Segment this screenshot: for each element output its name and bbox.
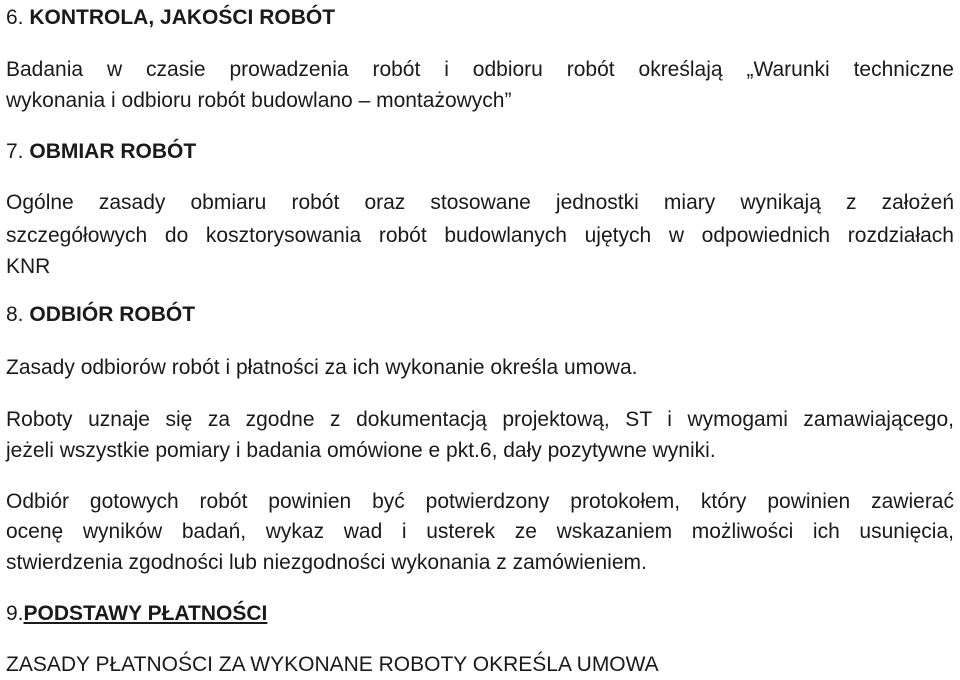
section-9-title: PODSTAWY PŁATNOŚCI (23, 602, 268, 625)
section-7-paragraph-line-1: Ogólne zasady obmiaru robót oraz stosowane jednostki miary wynikają z założeń (6, 191, 954, 214)
section-9-heading (6, 598, 954, 629)
section-7-title: OBMIAR ROBÓT (29, 140, 197, 163)
section-6-number: 6. (6, 6, 24, 29)
section-7-paragraph-line-2: szczegółowych do kosztorysowania robót budowlanych ujętych w odpowiednich rozdziałach (6, 224, 954, 247)
section-8-paragraph-2-line-2: jeżeli wszystkie pomiary i badania omówione e pkt.6, dały pozytywne wyniki. (6, 439, 716, 462)
section-8-paragraph-3-line-1: Odbiór gotowych robót powinien być potwierdzony protokołem, który powinien zawierać (6, 490, 954, 513)
section-9-number: 9. (6, 602, 24, 625)
section-8-paragraph-3-line-3: stwierdzenia zgodności lub niezgodności wykonania z zamówieniem. (6, 551, 647, 574)
section-6-heading (6, 2, 954, 33)
section-8-title: ODBIÓR ROBÓT (29, 303, 196, 326)
section-8-paragraph-2-line-1: Roboty uznaje się za zgodne z dokumentacją projektową, ST i wymogami zamawiającego, (6, 408, 954, 431)
section-8-paragraph-1: Zasady odbiorów robót i płatności za ich wykonanie określa umowa. (6, 356, 638, 379)
section-8-heading (6, 299, 954, 330)
section-9-paragraph: ZASADY PŁATNOŚCI ZA WYKONANE ROBOTY OKREŚLA UMOWA (6, 653, 659, 676)
section-6-paragraph-line-2: wykonania i odbioru robót budowlano – montażowych” (6, 89, 512, 112)
section-8-number: 8. (6, 303, 24, 326)
section-6-title: KONTROLA, JAKOŚCI ROBÓT (29, 6, 336, 29)
section-7-number: 7. (6, 140, 24, 163)
section-7-heading (6, 136, 954, 167)
section-7-paragraph-line-3: KNR (6, 255, 51, 278)
section-6-paragraph-line-1: Badania w czasie prowadzenia robót i odbioru robót określają „Warunki techniczne (6, 58, 954, 81)
section-8-paragraph-3-line-2: ocenę wyników badań, wykaz wad i usterek ze wskazaniem możliwości ich usunięcia, (6, 520, 954, 543)
